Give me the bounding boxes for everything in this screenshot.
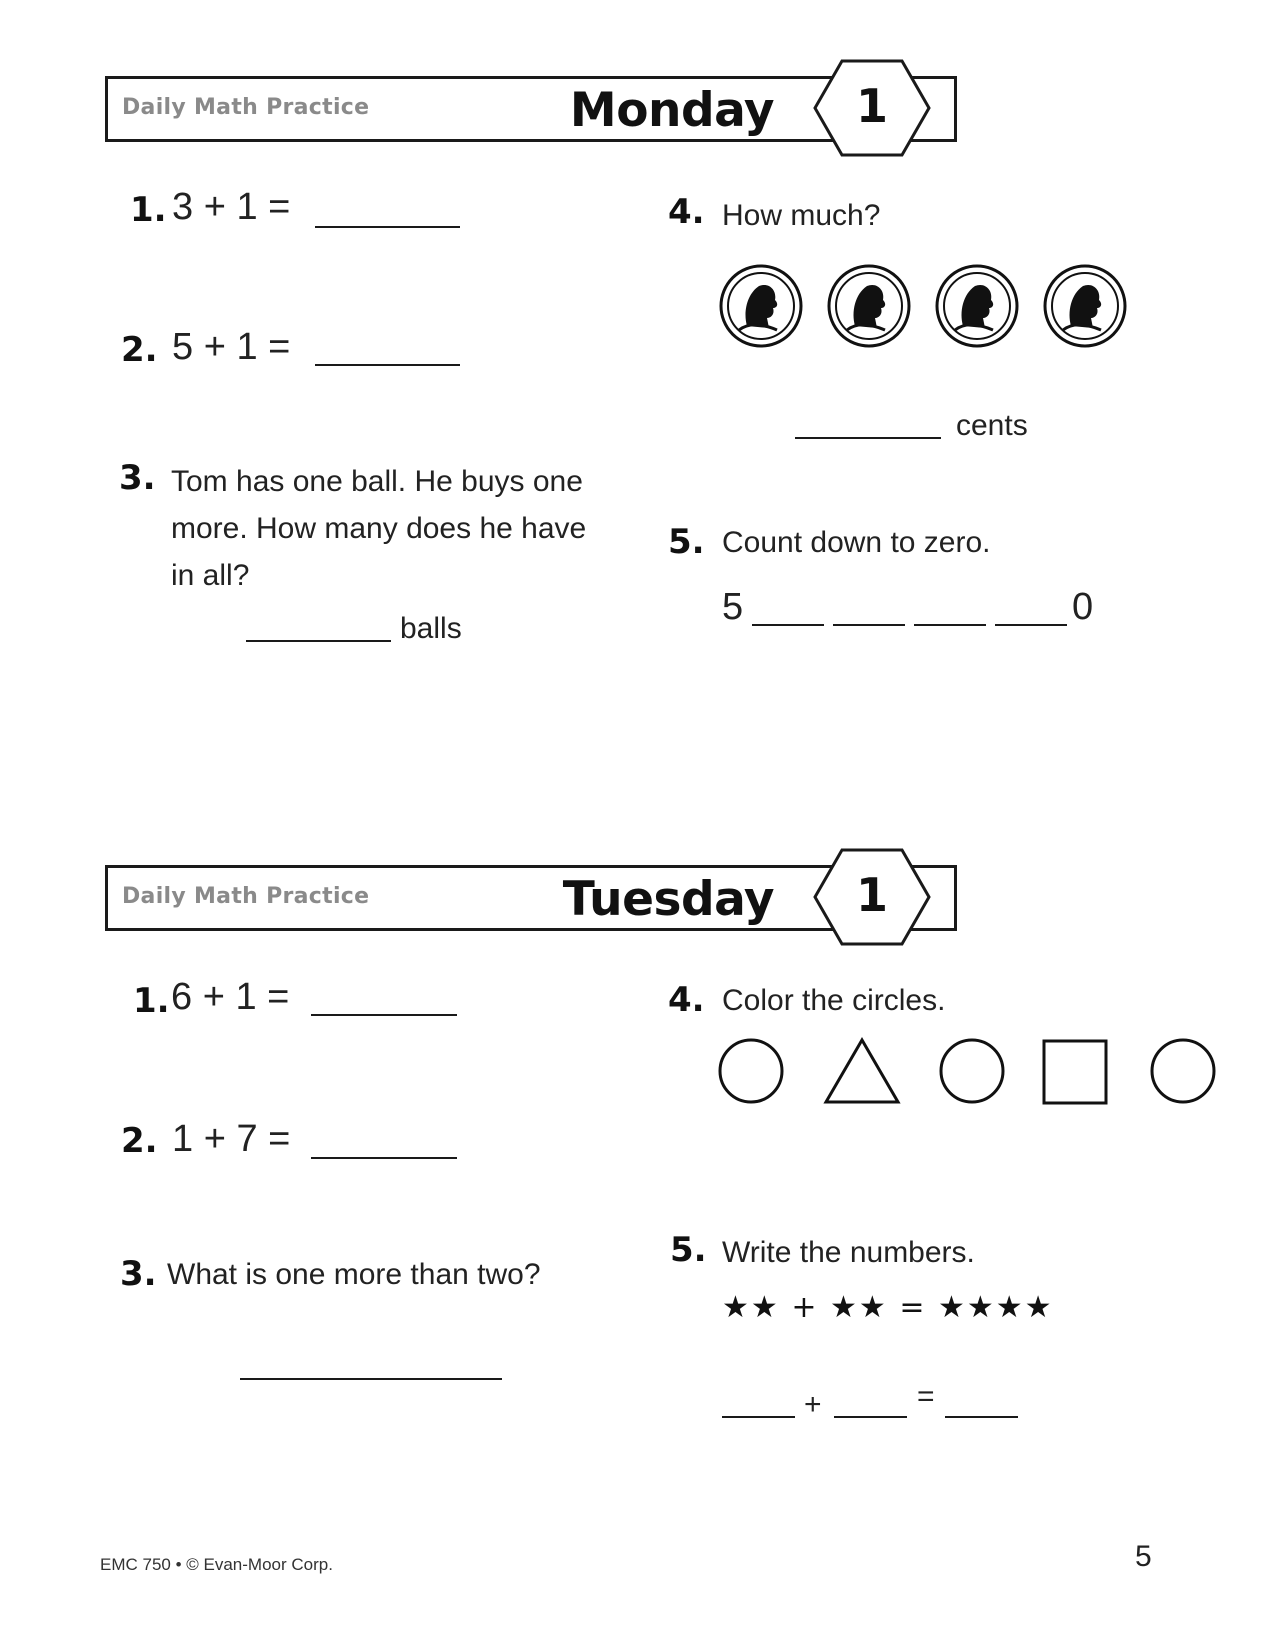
equation: 5 + 1 = [172,326,291,368]
answer-blank[interactable] [315,226,460,228]
answer-blank[interactable] [995,624,1067,626]
day-title: Monday [569,83,774,138]
equation: 3 + 1 = [172,186,291,228]
equation: 6 + 1 = [171,976,290,1018]
word-problem-line: in all? [171,559,250,592]
penny-icon [1043,264,1127,348]
answer-blank[interactable] [834,1416,907,1418]
answer-blank[interactable] [246,640,391,642]
answer-blank[interactable] [833,624,905,626]
week-hexagon [812,58,932,158]
equation: 1 + 7 = [172,1118,291,1160]
circle-shape[interactable] [937,1036,1007,1106]
question-number: 5. [668,522,705,562]
question-number: 5. [670,1230,707,1270]
word-problem [171,458,631,599]
question-text: How much? [722,199,881,232]
answer-blank[interactable] [945,1416,1018,1418]
question-number: 3. [119,458,156,498]
answer-blank[interactable] [752,624,824,626]
question-number: 1. [133,981,170,1021]
word-problem-line: more. How many does he have [171,512,587,545]
answer-blank[interactable] [311,1157,457,1159]
answer-blank[interactable] [795,437,941,439]
start-number: 5 [722,586,744,628]
question-text: Color the circles. [722,984,946,1017]
question-number: 4. [668,980,705,1020]
question-number: 2. [121,330,158,370]
answer-blank[interactable] [240,1378,502,1380]
triangle-shape [822,1036,902,1106]
question-text: Write the numbers. [722,1236,975,1269]
answer-blank[interactable] [722,1416,795,1418]
star-equation: ★★ + ★★ = ★★★★ [722,1290,1054,1325]
week-number: 1 [855,79,888,133]
answer-blank[interactable] [311,1014,457,1016]
end-number: 0 [1072,586,1094,628]
answer-blank[interactable] [914,624,986,626]
square-shape [1042,1039,1108,1105]
question-text: What is one more than two? [167,1258,541,1291]
circle-shape[interactable] [716,1036,786,1106]
word-problem-line: Tom has one ball. He buys one [171,465,583,498]
question-text: Count down to zero. [722,526,991,559]
circle-shape[interactable] [1148,1036,1218,1106]
footer-copyright: EMC 750 • © Evan-Moor Corp. [100,1555,333,1574]
equals-sign: = [917,1380,935,1413]
question-number: 4. [668,192,705,232]
unit-label: cents [956,409,1028,442]
header-label: Daily Math Practice [122,884,370,909]
penny-icon [935,264,1019,348]
header-label: Daily Math Practice [122,95,370,120]
question-number: 3. [120,1254,157,1294]
penny-icon [719,264,803,348]
day-title: Tuesday [562,872,774,927]
answer-blank[interactable] [315,364,460,366]
unit-label: balls [400,612,462,645]
week-hexagon [812,847,932,947]
week-number: 1 [855,868,888,922]
penny-icon [827,264,911,348]
plus-sign: + [804,1388,822,1421]
question-number: 2. [121,1121,158,1161]
question-number: 1. [130,190,167,230]
page-number: 5 [1135,1540,1152,1573]
